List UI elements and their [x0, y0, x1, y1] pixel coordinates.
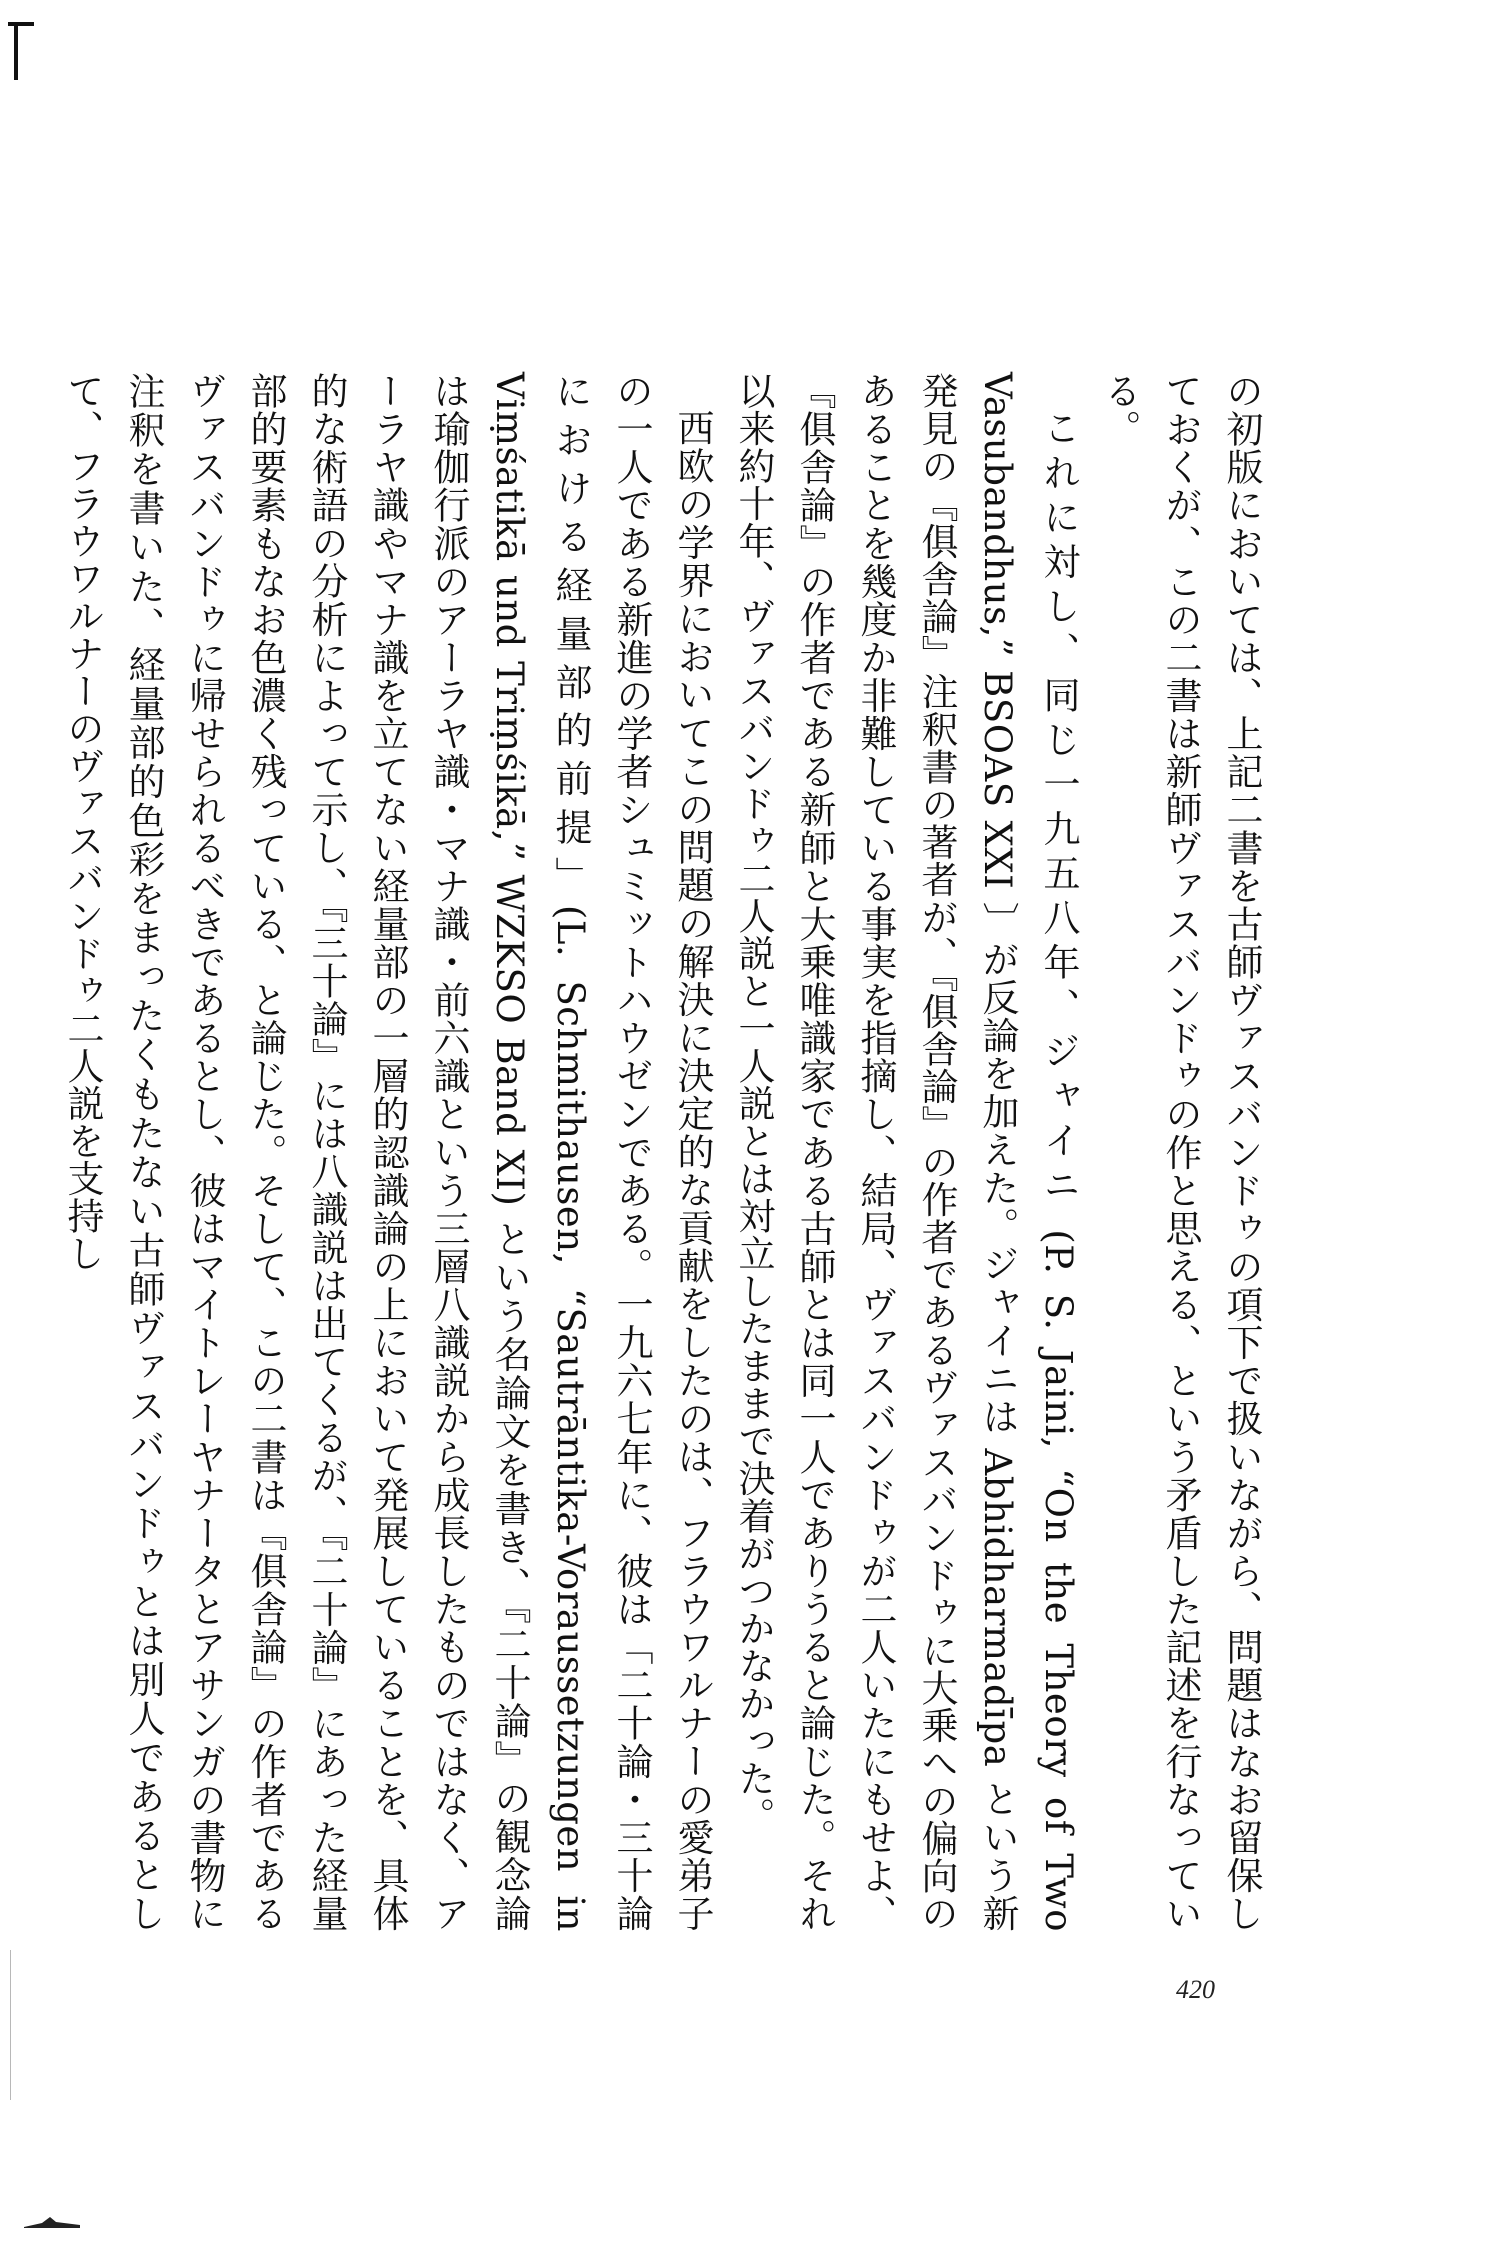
paragraph-3: 西欧の学界においてこの問題の解決に決定的な貢献をしたのは、フラウワルナーの愛弟子の一人である新進の学者シュミットハウゼンである。一九六七年に、彼は「二十論・三十論における経量部的前提」(L. Schmithausen, “Sautrāntika-Voraussetzungen in Viṃśatikā und Triṃśikā,” WZKSO Band XI) という名論文を書き、『二十論』の観念論は瑜伽行派のアーラヤ識・マナ識・前六識という三層八識説から成長したものではなく、アーラヤ識やマナ識を立てない経量部の一層的認識論の上において発展していることを、具体的な術語の分析によって示し、『三十論』には八識説は出てくるが、『二十論』にあった経量部的要素もなお色濃く残っている、と論じた。そして、この二書は『俱舎論』の作者であるヴァスバンドゥに帰せられるべきであるとし、彼はマイトレーヤナータとアサンガの書物に注釈を書いた、経量部的色彩をまったくもたない古師ヴァスバンドゥとは別人であるとして、フラウワルナーのヴァスバンドゥ二人説を支持し [61, 372, 714, 1932]
scan-edge-artifact [10, 1950, 15, 2100]
crop-mark [8, 22, 34, 82]
paragraph-2: これに対し、同じ一九五八年、ジャイニ (P. S. Jaini, “On the Theory of Two Vasubandhus,” BSOAS XXI 〕が反論を加えた。ジャイニは Abhidharmadīpa という新発見の『俱舎論』注釈書の著者が、『俱舎論』の作者であるヴァスバンドゥに大乗への偏向のあることを幾度か非難している事実を指摘し、結局、ヴァスバンドゥが二人いたにもせよ、『俱舎論』の作者である新師と大乗唯識家である古師とは同一人でありうると論じた。それ以来約十年、ヴァスバンドゥ二人説と一人説とは対立したままで決着がつかなかった。 [732, 372, 1080, 1932]
scan-smudge [22, 2213, 82, 2229]
vertical-text-body [52, 372, 1272, 1932]
paragraph-1: の初版においては、上記二書を古師ヴァスバンドゥの項下で扱いながら、問題はなお留保しておくが、この二書は新師ヴァスバンドゥの作と思える、という矛盾した記述を行なっている。 [1098, 372, 1263, 1932]
page-number: 420 [1176, 1975, 1215, 2004]
